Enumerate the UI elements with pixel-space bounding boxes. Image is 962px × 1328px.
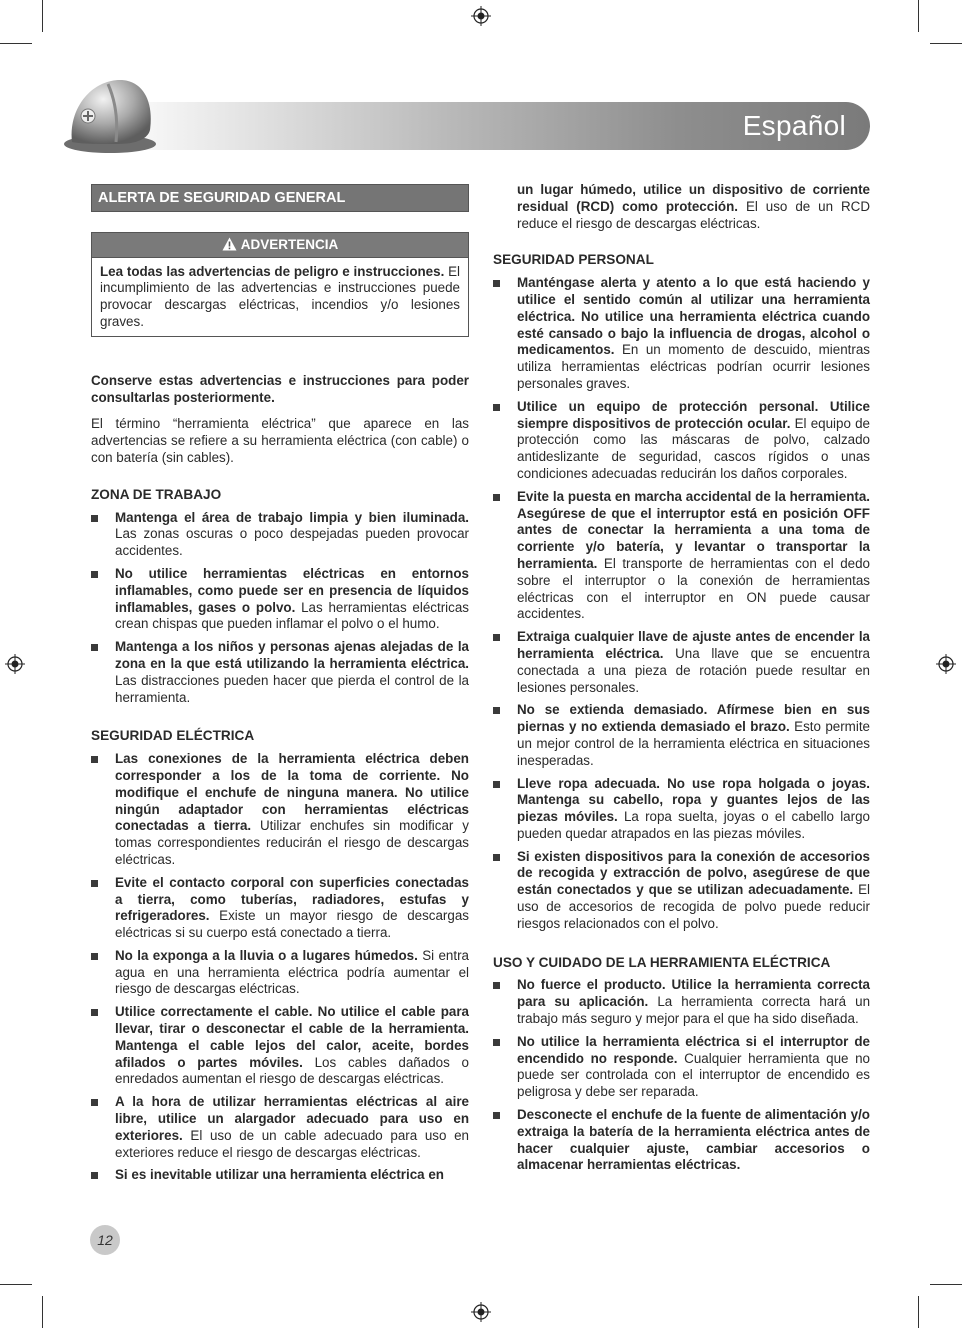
- bullet-icon: [91, 756, 98, 763]
- list-item: No la exponga a la lluvia o a lugares húmedos. Si entra agua en una herramienta eléctrica podría aumentar el riesgo de descargas eléctricas.: [91, 948, 469, 998]
- warning-text: El incumplimiento de las advertencias e instrucciones puede provocar descargas eléctricas, incendios y/o lesiones graves.: [100, 263, 460, 329]
- crop-mark: [42, 0, 43, 32]
- right-column: [493, 182, 870, 1186]
- crop-mark: [930, 1284, 962, 1285]
- personal-safety-heading: SEGURIDAD PERSONAL: [493, 252, 654, 268]
- list-item: Utilice un equipo de protección personal. Utilice siempre dispositivos de protección ocular. El equipo de protección como las máscaras de polvo, calzado antideslizante de seguridad, cascos rígidos o unas condiciones adecuadas reducirán los daños corporales.: [493, 399, 870, 483]
- list-item: No fuerce el producto. Utilice la herramienta correcta para su aplicación. La herramienta correcta hará un trabajo más seguro y mejor para el que ha sido diseñada.: [493, 977, 870, 1027]
- registration-mark-icon: [5, 654, 25, 674]
- bullet-icon: [91, 1009, 98, 1016]
- crop-mark: [42, 1296, 43, 1328]
- language-title: Español: [742, 110, 846, 141]
- keep-note-text: Conserve estas advertencias e instrucciones para poder consultarlas posteriormente.: [91, 372, 469, 405]
- bullet-icon: [91, 571, 98, 578]
- bullet-icon: [91, 1172, 98, 1179]
- use-care-heading: USO Y CUIDADO DE LA HERRAMIENTA ELÉCTRICA: [493, 954, 831, 970]
- bullet-icon: [91, 880, 98, 887]
- bullet-icon: [493, 404, 500, 411]
- bullet-icon: [91, 1099, 98, 1106]
- bullet-icon: [493, 634, 500, 641]
- bullet-icon: [493, 1112, 500, 1119]
- list-item: Si existen dispositivos para la conexión de accesorios de recogida y extracción de polvo, asegúrese de que están conectados y que se utilizan adecuadamente. El uso de accesorios de recogida de polvo puede reducir riesgos relacionados con el polvo.: [493, 849, 870, 933]
- bullet-icon: [493, 707, 500, 714]
- list-item: Manténgase alerta y atento a lo que está haciendo y utilice el sentido común al utilizar una herramienta eléctrica. No utilice una herramienta eléctrica cuando esté cansado o bajo la influencia de drogas, alcohol o medicamentos. En un momento de descuido, mientras utiliza herramientas eléctricas podrían ocurrir lesiones personales graves.: [493, 275, 870, 393]
- list-item: Desconecte el enchufe de la fuente de alimentación y/o extraiga la batería de la herramienta eléctrica antes de hacer cualquier ajuste, cambiar accesorios o almacenar herramientas eléctricas.: [493, 1107, 870, 1174]
- list-item: Si es inevitable utilizar una herramienta eléctrica en: [91, 1167, 469, 1184]
- bullet-icon: [493, 280, 500, 287]
- warning-bold-text: Lea todas las advertencias de peligro e instrucciones.: [100, 263, 445, 279]
- page-number: 12: [90, 1225, 120, 1255]
- electrical-safety-list: [91, 751, 469, 1184]
- keep-instructions-note: [91, 373, 469, 407]
- bullet-icon: [493, 854, 500, 861]
- registration-mark-icon: [936, 654, 956, 674]
- bullet-icon: [91, 515, 98, 522]
- term-note: El término “herramienta eléctrica” que aparece en las advertencias se refiere a su herramienta eléctrica (con cable) o con batería (sin cables).: [91, 416, 469, 465]
- registration-mark-icon: [471, 1302, 491, 1322]
- list-item: No utilice la herramienta eléctrica si el interruptor de encendido no responde. Cualquier herramienta que no puede ser controlada con el interruptor de encendido es peligrosa y debe ser reparada.: [493, 1034, 870, 1101]
- list-item: Mantenga el área de trabajo limpia y bien iluminada. Las zonas oscuras o poco despejadas pueden provocar accidentes.: [91, 510, 469, 560]
- bullet-icon: [493, 494, 500, 501]
- list-item: Evite el contacto corporal con superficies conectadas a tierra, como tuberías, radiadores, estufas y refrigeradores. Existe un mayor riesgo de descargas eléctricas si su cuerpo está conectado a tierra.: [91, 875, 469, 942]
- bullet-icon: [91, 644, 98, 651]
- crop-mark: [0, 1284, 32, 1285]
- work-area-list: [91, 510, 469, 707]
- bullet-icon: [91, 953, 98, 960]
- list-item: A la hora de utilizar herramientas eléctricas al aire libre, utilice un alargador adecuado para uso en exteriores. El uso de un cable adecuado para uso en exteriores reduce el riesgo de descargas eléctricas.: [91, 1094, 469, 1161]
- list-item: Mantenga a los niños y personas ajenas alejadas de la zona en la que está utilizando la herramienta eléctrica. Las distracciones pueden hacer que pierda el control de la herramienta.: [91, 639, 469, 706]
- warning-triangle-icon: [222, 237, 237, 251]
- work-area-heading: ZONA DE TRABAJO: [91, 486, 222, 502]
- list-item: No se extienda demasiado. Afírmese bien en sus piernas y no extienda demasiado el brazo. Esto permite un mejor control de la herramienta eléctrica en situaciones inesperadas.: [493, 702, 870, 769]
- warning-box: [91, 232, 469, 337]
- safety-helmet-icon: [58, 72, 162, 156]
- bullet-icon: [493, 781, 500, 788]
- crop-mark: [0, 43, 32, 44]
- use-care-list: [493, 977, 870, 1174]
- warning-body: [92, 258, 468, 336]
- warning-header: [92, 233, 468, 258]
- section-title: ALERTA DE SEGURIDAD GENERAL: [91, 184, 469, 212]
- header-band: [104, 102, 870, 150]
- list-item: Utilice correctamente el cable. No utilice el cable para llevar, tirar o desconectar el cable de la herramienta. Mantenga el cable lejos del calor, aceite, bordes afilados o partes móviles. Los cables dañados o enredados aumentan el riesgo de descargas eléctricas.: [91, 1004, 469, 1088]
- bullet-icon: [493, 1039, 500, 1046]
- list-item: Lleve ropa adecuada. No use ropa holgada o joyas. Mantenga su cabello, ropa y guantes lejos de las piezas móviles. La ropa suelta, joyas o el cabello largo pueden quedar atrapados en las piezas móviles.: [493, 776, 870, 843]
- continued-item: un lugar húmedo, utilice un dispositivo de corriente residual (RCD) como protección. El uso de un RCD reduce el riesgo de descargas eléctricas.: [517, 182, 871, 231]
- personal-safety-list: [493, 275, 870, 932]
- warning-label: ADVERTENCIA: [240, 236, 339, 252]
- list-item: No utilice herramientas eléctricas en entornos inflamables, como puede ser en presencia de líquidos inflamables, gases o polvo. Las herramientas eléctricas crean chispas que pueden inflamar el polvo o el humo.: [91, 566, 469, 633]
- electrical-safety-heading: SEGURIDAD ELÉCTRICA: [91, 728, 255, 744]
- bullet-icon: [493, 982, 500, 989]
- crop-mark: [918, 1296, 919, 1328]
- list-item: Extraiga cualquier llave de ajuste antes de encender la herramienta eléctrica. Una llave que se encuentra conectada a una pieza de rotación puede resultar en lesiones personales.: [493, 629, 870, 696]
- registration-mark-icon: [471, 6, 491, 26]
- crop-mark: [930, 43, 962, 44]
- crop-mark: [918, 0, 919, 32]
- list-item: Evite la puesta en marcha accidental de la herramienta. Asegúrese de que el interruptor está en posición OFF antes de conectar la herramienta a una toma de corriente y/o batería, y levantar o transportar la herramienta. El transporte de herramientas con el dedo sobre el interruptor o la conexión de herramientas eléctricas con el interruptor en ON puede causar accidentes.: [493, 489, 870, 623]
- list-item: Las conexiones de la herramienta eléctrica deben corresponder a los de la toma de corriente. No modifique el enchufe de ninguna manera. No utilice ningún adaptador con herramientas eléctricas conectadas a tierra. Utilizar enchufes sin modificar y tomas correspondientes reducirán el riesgo de descargas eléctricas.: [91, 751, 469, 869]
- left-column: [91, 184, 469, 1196]
